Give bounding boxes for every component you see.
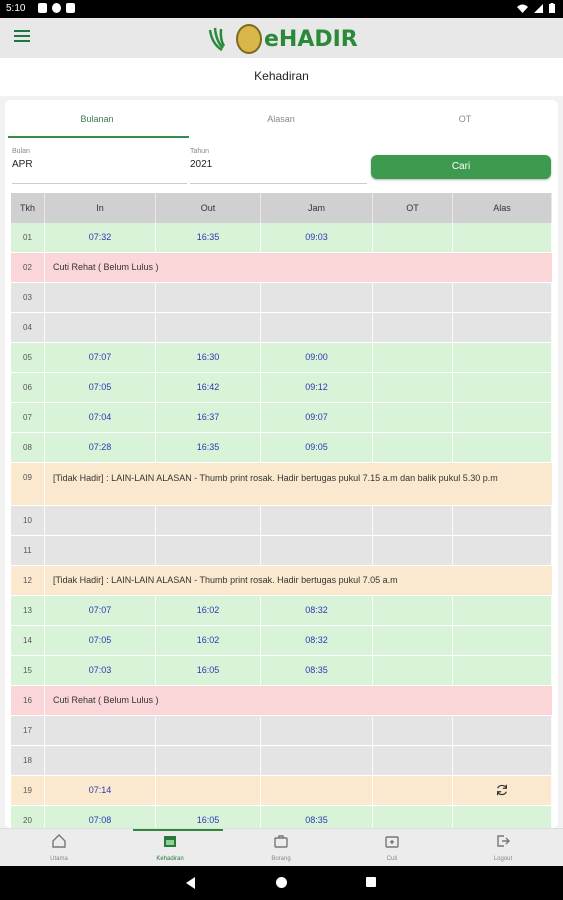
ot-cell: [373, 403, 453, 432]
out-cell: 16:02: [156, 596, 261, 625]
battery-icon: [549, 3, 555, 13]
wifi-icon: [517, 4, 528, 13]
reason-note: Cuti Rehat ( Belum Lulus ): [53, 262, 159, 272]
ot-cell: [373, 373, 453, 402]
table-row[interactable]: [11, 403, 552, 433]
alas-cell: [453, 373, 552, 402]
ot-cell: [373, 596, 453, 625]
table-row[interactable]: [11, 626, 552, 656]
nav-cuti[interactable]: [362, 833, 422, 862]
ot-cell: [373, 626, 453, 655]
out-cell: [156, 313, 261, 342]
ot-cell: [373, 806, 453, 828]
day-cell: 08: [11, 433, 45, 462]
notification-icon: [38, 3, 47, 13]
home-button-icon[interactable]: [276, 877, 287, 888]
in-cell: 07:08: [45, 806, 156, 828]
back-icon[interactable]: [186, 877, 195, 889]
table-row[interactable]: [11, 656, 552, 686]
day-cell: 04: [11, 313, 45, 342]
nav-utama[interactable]: [29, 833, 89, 862]
table-row[interactable]: [11, 776, 552, 806]
attendance-card: [5, 100, 558, 828]
tab-bulanan[interactable]: Bulanan: [5, 108, 189, 138]
header-jam: Jam: [261, 193, 373, 223]
out-cell: [156, 283, 261, 312]
jam-cell: [261, 536, 373, 565]
ot-cell: [373, 716, 453, 745]
out-cell: [156, 506, 261, 535]
cari-button[interactable]: Cari: [371, 155, 551, 179]
alas-cell: [453, 506, 552, 535]
out-cell: 16:37: [156, 403, 261, 432]
ot-cell: [373, 656, 453, 685]
jam-cell: 09:03: [261, 223, 373, 252]
in-cell: 07:03: [45, 656, 156, 685]
jam-cell: 09:07: [261, 403, 373, 432]
tab-alasan[interactable]: Alasan: [267, 114, 295, 124]
status-bar: [0, 0, 563, 18]
ot-cell: [373, 776, 453, 805]
logout-icon: [495, 833, 511, 849]
nav-label: Utama: [50, 856, 68, 862]
alas-cell: [453, 806, 552, 828]
alas-cell: [453, 746, 552, 775]
tab-bar: [5, 108, 558, 138]
nav-label: Kehadiran: [156, 856, 184, 862]
day-cell: 16: [11, 686, 45, 715]
out-cell: 16:05: [156, 656, 261, 685]
in-cell: [45, 716, 156, 745]
home-icon: [51, 833, 67, 849]
header-tkh: Tkh: [11, 193, 45, 223]
out-cell: [156, 536, 261, 565]
alas-cell: [453, 403, 552, 432]
jam-cell: 09:05: [261, 433, 373, 462]
out-cell: 16:35: [156, 223, 261, 252]
in-cell: [45, 313, 156, 342]
table-row[interactable]: [11, 536, 552, 566]
table-row[interactable]: [11, 463, 552, 506]
day-cell: 15: [11, 656, 45, 685]
status-time: 5:10: [6, 3, 26, 14]
tahun-field[interactable]: [190, 148, 367, 184]
table-row[interactable]: [11, 566, 552, 596]
alas-cell: [453, 313, 552, 342]
calendar-icon: [162, 833, 178, 849]
bulan-field[interactable]: [12, 148, 187, 184]
day-cell: 06: [11, 373, 45, 402]
day-cell: 17: [11, 716, 45, 745]
tab-ot[interactable]: OT: [458, 114, 472, 124]
table-header: [11, 193, 552, 223]
jam-cell: [261, 506, 373, 535]
crest-icon: [236, 24, 262, 54]
in-cell: [45, 536, 156, 565]
nav-kehadiran[interactable]: [140, 833, 200, 862]
in-cell: [45, 746, 156, 775]
menu-icon[interactable]: [14, 30, 30, 44]
in-cell: 07:07: [45, 343, 156, 372]
notification-icon: [52, 3, 61, 13]
nav-borang[interactable]: [251, 833, 311, 862]
alas-cell: [453, 596, 552, 625]
jam-cell: 08:35: [261, 806, 373, 828]
bottom-nav: [0, 828, 563, 867]
nav-label: Cuti: [386, 856, 398, 862]
table-row[interactable]: [11, 223, 552, 253]
header-in: In: [45, 193, 156, 223]
ot-cell: [373, 283, 453, 312]
alas-cell: [453, 433, 552, 462]
in-cell: 07:04: [45, 403, 156, 432]
reason-note: Cuti Rehat ( Belum Lulus ): [53, 695, 159, 705]
day-cell: 10: [11, 506, 45, 535]
table-row[interactable]: [11, 686, 552, 716]
day-cell: 09: [11, 463, 45, 505]
ot-cell: [373, 433, 453, 462]
table-body: [11, 223, 552, 828]
ot-cell: [373, 746, 453, 775]
ot-cell: [373, 536, 453, 565]
jam-cell: [261, 776, 373, 805]
jam-cell: [261, 313, 373, 342]
sim-icon: [66, 3, 75, 13]
jam-cell: 08:35: [261, 656, 373, 685]
day-cell: 02: [11, 253, 45, 282]
day-cell: 12: [11, 566, 45, 595]
table-row[interactable]: [11, 806, 552, 828]
day-cell: 11: [11, 536, 45, 565]
alas-cell[interactable]: [453, 776, 552, 805]
system-nav-bar: [0, 866, 563, 900]
recents-icon[interactable]: [366, 877, 376, 887]
in-cell: 07:05: [45, 626, 156, 655]
table-row[interactable]: [11, 373, 552, 403]
briefcase-icon: [273, 833, 289, 849]
refresh-icon[interactable]: [495, 783, 509, 797]
day-cell: 20: [11, 806, 45, 828]
app-bar: [0, 18, 563, 59]
active-indicator: [133, 829, 223, 831]
bulan-value: APR: [12, 159, 33, 170]
out-cell: 16:02: [156, 626, 261, 655]
out-cell: 16:05: [156, 806, 261, 828]
out-cell: 16:30: [156, 343, 261, 372]
in-cell: 07:05: [45, 373, 156, 402]
ot-cell: [373, 223, 453, 252]
jam-cell: 08:32: [261, 596, 373, 625]
alas-cell: [453, 716, 552, 745]
in-cell: [45, 283, 156, 312]
reason-note: [Tidak Hadir] : LAIN-LAIN ALASAN - Thumb print rosak. Hadir bertugas pukul 7.15 a.m dan balik pukul 5.30 p.m: [53, 473, 498, 483]
in-cell: 07:07: [45, 596, 156, 625]
alas-cell: [453, 343, 552, 372]
table-row[interactable]: [11, 253, 552, 283]
out-cell: [156, 776, 261, 805]
day-cell: 18: [11, 746, 45, 775]
day-cell: 05: [11, 343, 45, 372]
signal-icon: [534, 4, 543, 13]
ot-cell: [373, 313, 453, 342]
in-cell: 07:14: [45, 776, 156, 805]
attendance-table: [11, 193, 552, 828]
jam-cell: [261, 283, 373, 312]
header-out: Out: [156, 193, 261, 223]
alas-cell: [453, 656, 552, 685]
table-row[interactable]: [11, 433, 552, 463]
table-row[interactable]: [11, 343, 552, 373]
in-cell: [45, 506, 156, 535]
day-cell: 01: [11, 223, 45, 252]
reason-note: [Tidak Hadir] : LAIN-LAIN ALASAN - Thumb print rosak. Hadir bertugas pukul 7.05 a.m: [53, 575, 398, 585]
alas-cell: [453, 626, 552, 655]
alas-cell: [453, 283, 552, 312]
alas-cell: [453, 223, 552, 252]
table-row[interactable]: [11, 716, 552, 746]
logo-text: eHADIR: [264, 26, 358, 52]
day-cell: 07: [11, 403, 45, 432]
out-cell: 16:42: [156, 373, 261, 402]
nav-label: Borang: [271, 856, 291, 862]
ehadir-logo: [208, 24, 358, 54]
bulan-label: Bulan: [12, 148, 30, 155]
ot-cell: [373, 343, 453, 372]
tahun-value: 2021: [190, 159, 213, 170]
alas-cell: [453, 536, 552, 565]
jam-cell: [261, 716, 373, 745]
system-icons: [517, 3, 555, 13]
page-title: Kehadiran: [0, 58, 563, 96]
out-cell: [156, 716, 261, 745]
nav-logout[interactable]: [473, 833, 533, 862]
ot-cell: [373, 506, 453, 535]
day-cell: 13: [11, 596, 45, 625]
jam-cell: [261, 746, 373, 775]
out-cell: [156, 746, 261, 775]
table-row[interactable]: [11, 506, 552, 536]
jam-cell: 09:12: [261, 373, 373, 402]
jam-cell: 08:32: [261, 626, 373, 655]
in-cell: 07:28: [45, 433, 156, 462]
day-cell: 03: [11, 283, 45, 312]
table-row[interactable]: [11, 596, 552, 626]
out-cell: 16:35: [156, 433, 261, 462]
table-row[interactable]: [11, 746, 552, 776]
day-cell: 19: [11, 776, 45, 805]
nav-label: Logout: [493, 856, 513, 862]
table-row[interactable]: [11, 283, 552, 313]
header-ot: OT: [373, 193, 453, 223]
day-cell: 14: [11, 626, 45, 655]
in-cell: 07:32: [45, 223, 156, 252]
table-row[interactable]: [11, 313, 552, 343]
jam-cell: 09:00: [261, 343, 373, 372]
notification-icons: [38, 3, 75, 13]
tahun-label: Tahun: [190, 148, 210, 155]
header-alas: Alas: [453, 193, 552, 223]
medical-bag-icon: [384, 833, 400, 849]
leaf-icon: [208, 26, 234, 52]
